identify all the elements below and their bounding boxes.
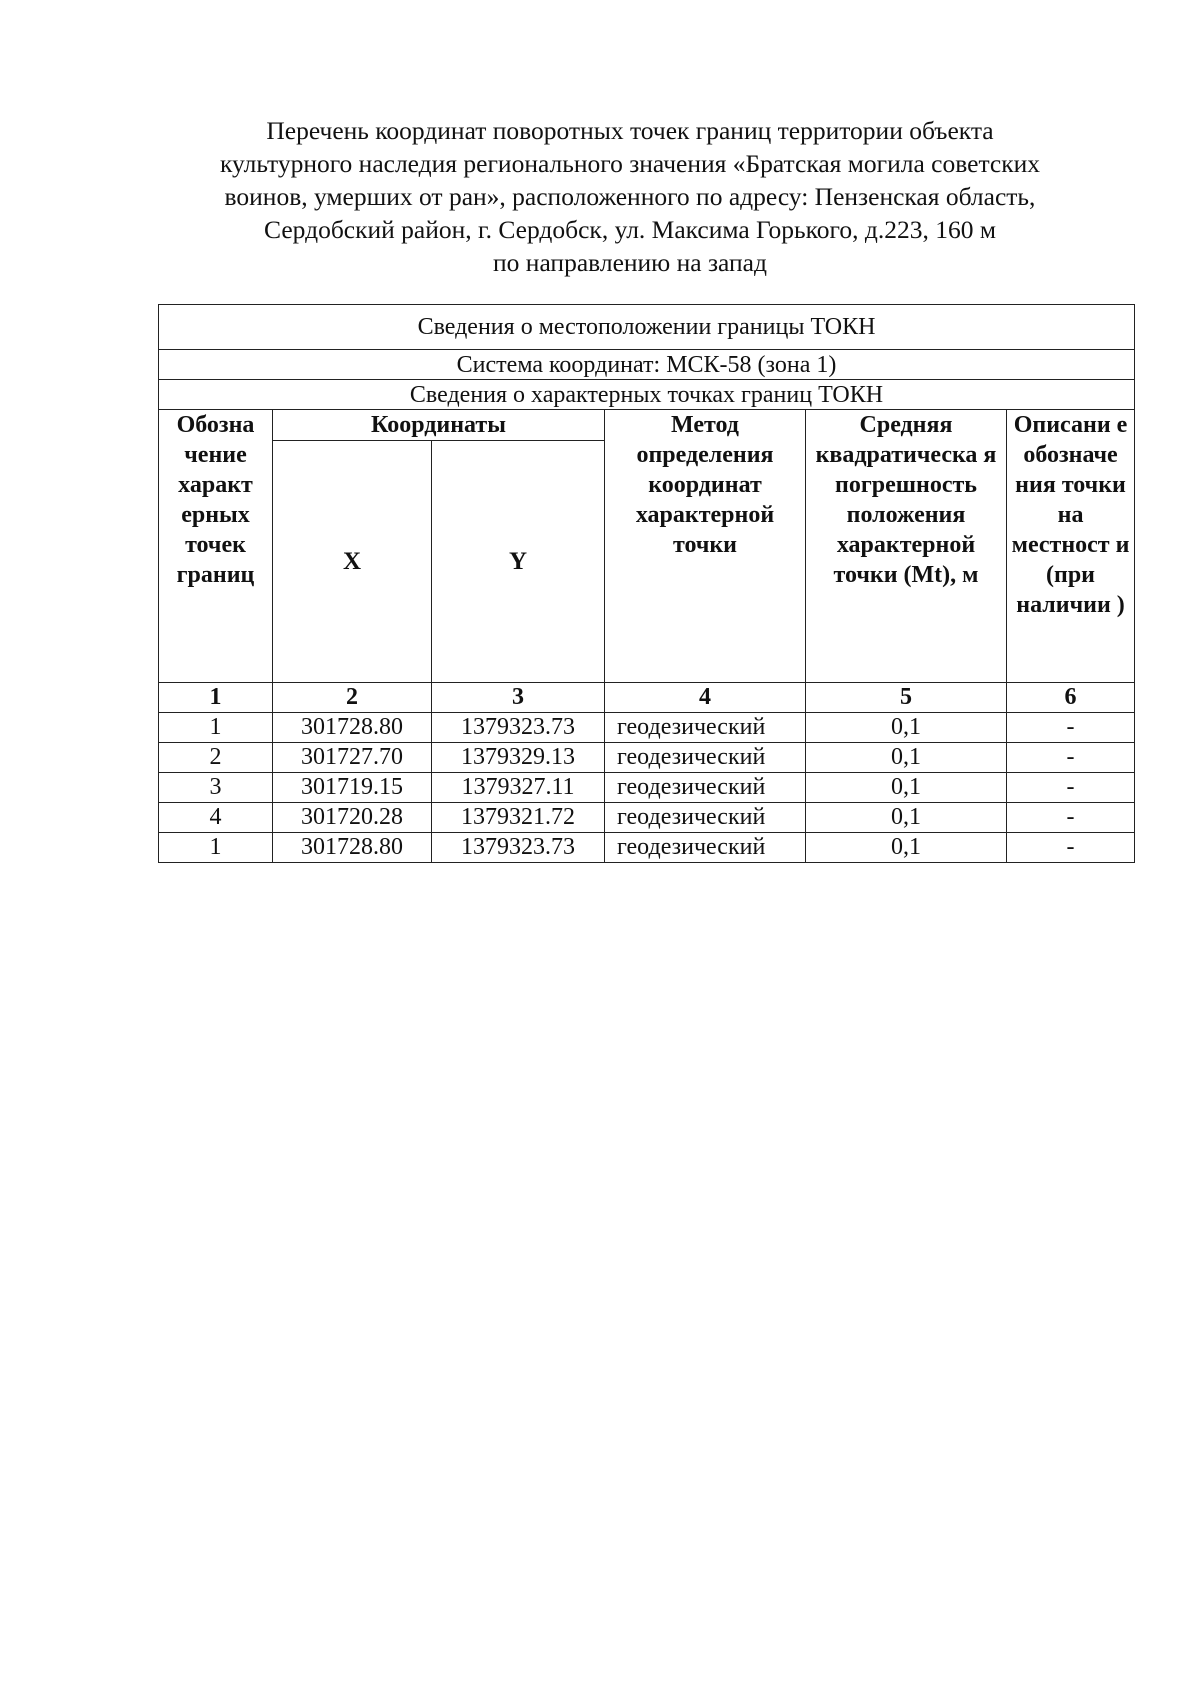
table-row <box>159 803 1135 833</box>
cell-description: - <box>1007 803 1135 833</box>
column-number: 3 <box>432 683 605 713</box>
cell-method: геодезический <box>605 713 806 743</box>
cell-method: геодезический <box>605 773 806 803</box>
header-method: Метод определения координат характерной точки <box>605 410 806 683</box>
cell-description: - <box>1007 713 1135 743</box>
coordinates-table <box>158 304 1135 863</box>
cell-description: - <box>1007 773 1135 803</box>
cell-point: 3 <box>159 773 273 803</box>
cell-x: 301728.80 <box>273 713 432 743</box>
cell-x: 301727.70 <box>273 743 432 773</box>
band-characteristic-points: Сведения о характерных точках границ ТОКН <box>159 380 1135 410</box>
table-row <box>159 833 1135 863</box>
title-line: Перечень координат поворотных точек границ территории объекта <box>266 116 994 145</box>
cell-point: 2 <box>159 743 273 773</box>
document-title <box>130 114 1130 279</box>
cell-point: 1 <box>159 713 273 743</box>
cell-x: 301719.15 <box>273 773 432 803</box>
table-row <box>159 713 1135 743</box>
column-number: 2 <box>273 683 432 713</box>
title-line: по направлению на запад <box>493 248 767 277</box>
cell-y: 1379327.11 <box>432 773 605 803</box>
header-description: Описани е обозначе ния точки на местност и (при наличии ) <box>1007 410 1135 683</box>
header-coordinates: Координаты <box>273 410 605 441</box>
title-line: Сердобский район, г. Сердобск, ул. Максима Горького, д.223, 160 м <box>264 215 996 244</box>
table-row <box>159 743 1135 773</box>
header-x: X <box>273 441 432 683</box>
table-row <box>159 773 1135 803</box>
column-number: 4 <box>605 683 806 713</box>
cell-y: 1379321.72 <box>432 803 605 833</box>
cell-error: 0,1 <box>806 833 1007 863</box>
cell-point: 1 <box>159 833 273 863</box>
cell-description: - <box>1007 743 1135 773</box>
header-error: Средняя квадратическа я погрешность положения характерной точки (Mt), м <box>806 410 1007 683</box>
cell-y: 1379323.73 <box>432 833 605 863</box>
column-number: 1 <box>159 683 273 713</box>
cell-y: 1379323.73 <box>432 713 605 743</box>
column-number: 6 <box>1007 683 1135 713</box>
cell-error: 0,1 <box>806 743 1007 773</box>
cell-description: - <box>1007 833 1135 863</box>
cell-method: геодезический <box>605 833 806 863</box>
cell-method: геодезический <box>605 803 806 833</box>
cell-error: 0,1 <box>806 713 1007 743</box>
cell-y: 1379329.13 <box>432 743 605 773</box>
cell-error: 0,1 <box>806 773 1007 803</box>
header-y: Y <box>432 441 605 683</box>
cell-point: 4 <box>159 803 273 833</box>
column-number: 5 <box>806 683 1007 713</box>
band-coordinate-system: Система координат: МСК-58 (зона 1) <box>159 350 1135 380</box>
cell-x: 301728.80 <box>273 833 432 863</box>
band-location-header: Сведения о местоположении границы ТОКН <box>159 305 1135 350</box>
cell-x: 301720.28 <box>273 803 432 833</box>
cell-method: геодезический <box>605 743 806 773</box>
title-line: культурного наследия регионального значения «Братская могила советских <box>219 149 1041 178</box>
cell-error: 0,1 <box>806 803 1007 833</box>
title-line: воинов, умерших от ран», расположенного по адресу: Пензенская область, <box>224 182 1036 211</box>
header-designation: Обозна чение характ ерных точек границ <box>159 410 273 683</box>
